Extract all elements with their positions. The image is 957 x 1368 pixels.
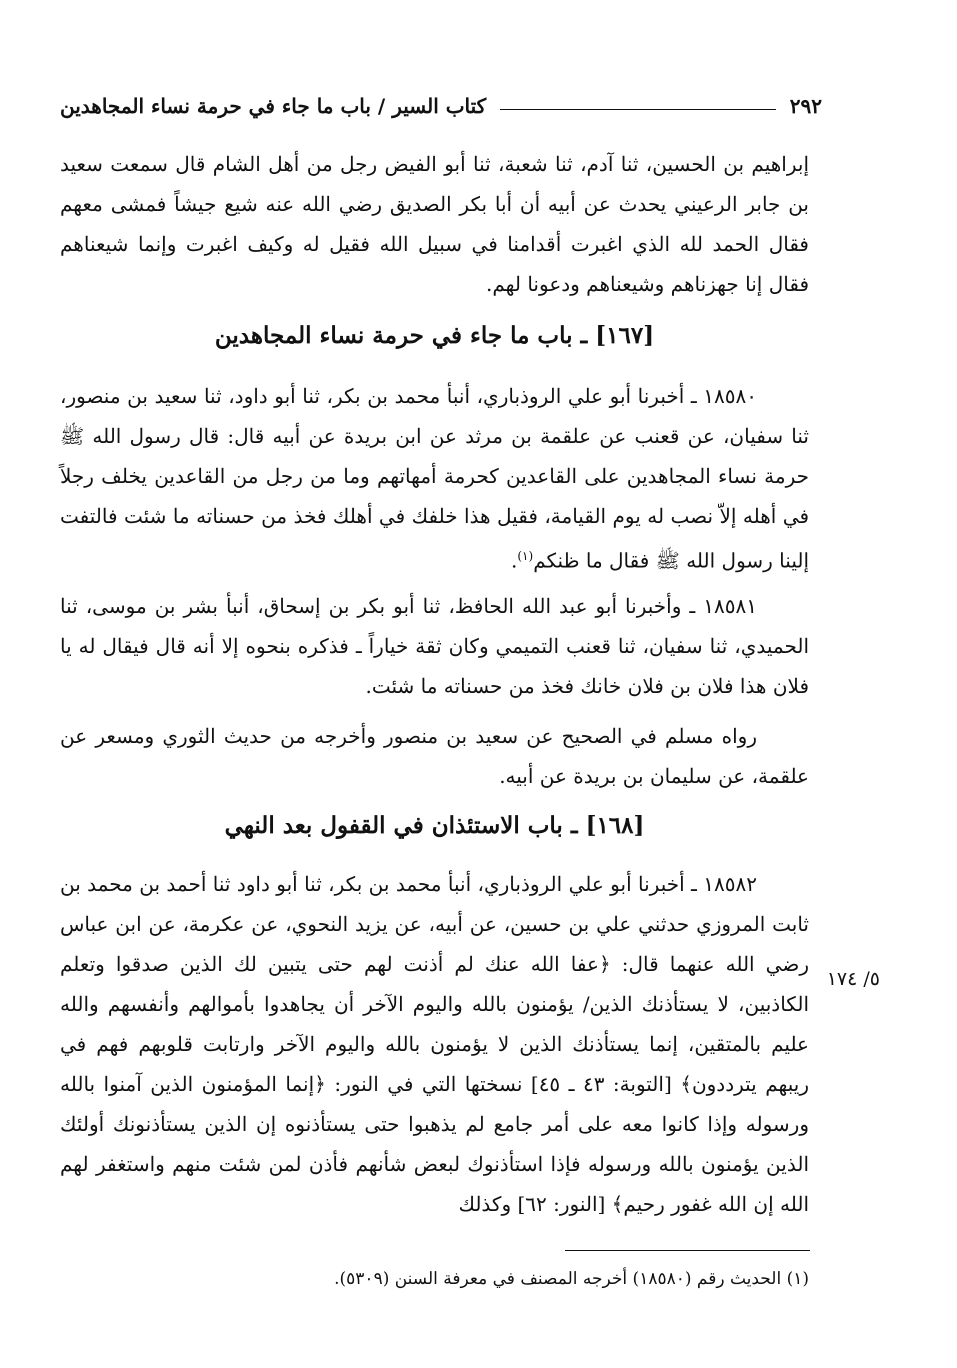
footnote-ref: (١) <box>517 549 534 563</box>
narration-note <box>60 716 809 796</box>
running-title: كتاب السير / باب ما جاء في حرمة نساء المجاهدين <box>60 94 487 118</box>
paragraph-text: إبراهيم بن الحسين، ثنا آدم، ثنا شعبة، ثنا أبو الفيض رجل من أهل الشام قال سمعت سعيد بن جابر الرعيني يحدث عن أبيه أن أبا بكر الصديق رضي الله عنه شيع جيشاً فمشى معهم فقال الحمد لله الذي اغبرت أقدامنا في سبيل الله فقيل له وكيف اغبرت وإنما شيعناهم فقال إنا جهزناهم وشيعناهم ودعونا لهم. <box>60 152 809 296</box>
header-rule <box>500 109 776 110</box>
chapter-heading-167: [١٦٧] ـ باب ما جاء في حرمة نساء المجاهدين <box>214 322 655 349</box>
hadith-18582 <box>60 864 809 1224</box>
footnote: (١) الحديث رقم (١٨٥٨٠) أخرجه المصنف في معرفة السنن (٥٣٠٩). <box>334 1269 809 1289</box>
hadith-text: ١٨٥٨٠ ـ أخبرنا أبو علي الروذباري، أنبأ محمد بن بكر، ثنا أبو داود، ثنا سعيد بن منصور، ثنا سفيان، عن قعنب عن علقمة بن مرثد عن ابن بريدة عن أبيه قال: قال رسول الله ﷺ حرمة نساء المجاهدين على القاعدين كحرمة أمهاتهم وما من رجل من القاعدين يخلف رجلاً في أهله إلاّ نصب له يوم القيامة، فقيل هذا خلفك في أهلك فخذ من حسناته ما شئت فالتفت إلينا رسول الله ﷺ فقال ما ظنكم <box>60 384 809 573</box>
paragraph-text: رواه مسلم في الصحيح عن سعيد بن منصور وأخرجه من حديث الثوري ومسعر عن علقمة، عن سليمان بن بريدة عن أبيه. <box>60 724 809 788</box>
hadith-18580 <box>60 376 809 581</box>
page-number: ٢٩٢ <box>789 94 822 118</box>
hadith-18581 <box>60 586 809 706</box>
running-header <box>60 84 822 118</box>
paragraph-text: ١٨٥٨١ ـ وأخبرنا أبو عبد الله الحافظ، ثنا أبو بكر بن إسحاق، أنبأ بشر بن موسى، ثنا الحميدي، ثنا سفيان، ثنا قعنب التميمي وكان ثقة خياراً ـ فذكره بنحوه إلا أنه قال فيقال له يا فلان هذا فلان بن فلان خانك فخذ من حسناته ما شئت. <box>60 594 809 698</box>
paragraph-text <box>60 376 809 581</box>
margin-page-marker: ٥/ ١٧٤ <box>826 968 880 990</box>
footnote-rule <box>565 1250 810 1251</box>
paragraph-text: ١٨٥٨٢ ـ أخبرنا أبو علي الروذباري، أنبأ محمد بن بكر، ثنا أبو داود ثنا أحمد بن محمد بن ثابت المروزي حدثني علي بن حسين، عن أبيه، عن يزيد النحوي، عن عكرمة، عن ابن عباس رضي الله عنهما قال: ﴿عفا الله عنك لم أذنت لهم حتى يتبين لك الذين صدقوا وتعلم الكاذبين، لا يستأذنك الذين/ يؤمنون بالله واليوم الآخر أن يجاهدوا بأموالهم وأنفسهم والله عليم بالمتقين، إنما يستأذنك الذين لا يؤمنون بالله واليوم الآخر وارتابت قلوبهم فهم في ريبهم يترددون﴾ [التوبة: ٤٣ ـ ٤٥] نسختها التي في النور: ﴿إنما المؤمنون الذين آمنوا بالله ورسوله وإذا كانوا معه على أمر جامع لم يذهبوا حتى يستأذنوه إن الذين يستأذنونك أولئك الذين يؤمنون بالله ورسوله فإذا استأذنوك لبعض شأنهم فأذن لمن شئت منهم واستغفر لهم الله إن الله غفور رحيم﴾ [النور: ٦٢] وكذلك <box>60 872 809 1216</box>
hadith-tail: . <box>511 548 518 573</box>
opening-paragraph <box>60 144 809 304</box>
chapter-heading-168: [١٦٨] ـ باب الاستئذان في القفول بعد النهي <box>224 812 645 839</box>
